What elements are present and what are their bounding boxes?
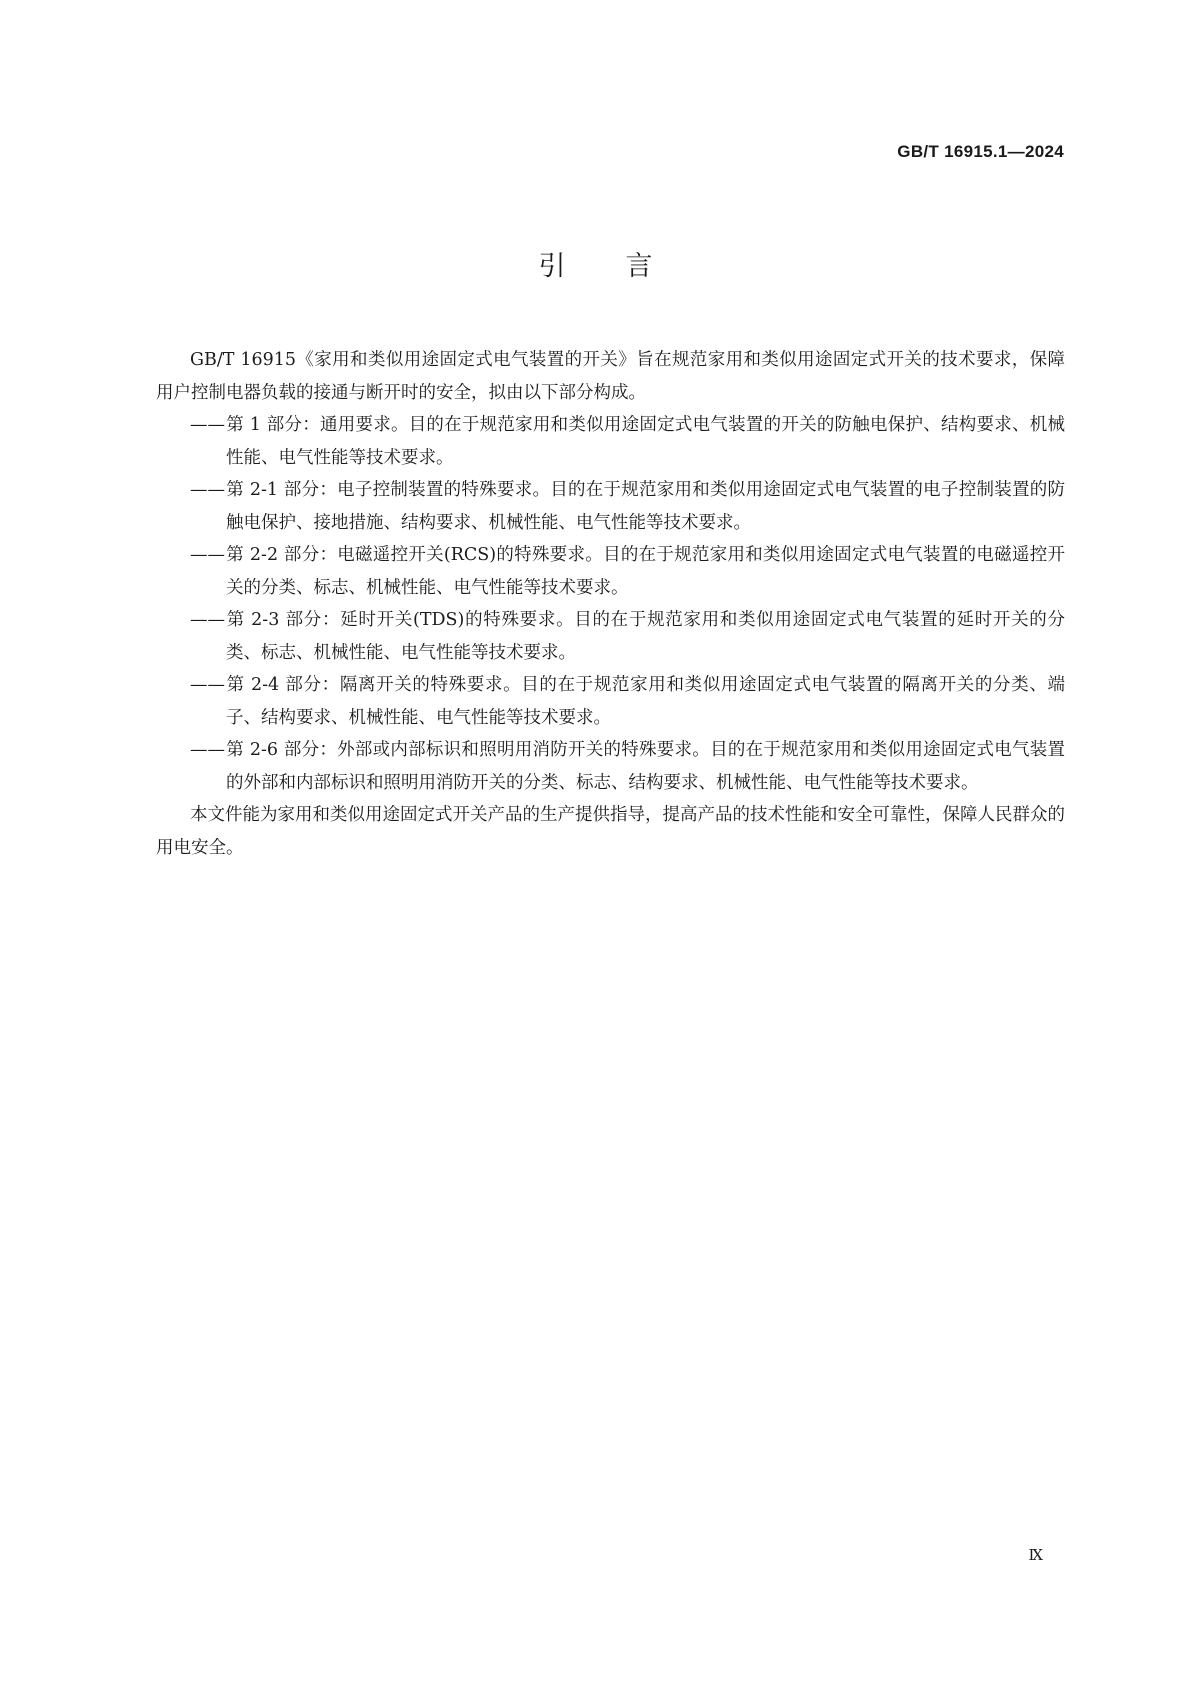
intro-paragraph: GB/T 16915《家用和类似用途固定式电气装置的开关》旨在规范家用和类似用途固定式开关的技术要求，保障用户控制电器负载的接通与断开时的安全，拟由以下部分构成。 — [156, 350, 1065, 403]
page-number: Ⅸ — [1028, 1546, 1043, 1564]
list-item — [156, 669, 1065, 734]
list-item — [156, 734, 1065, 799]
dash-marker: —— — [190, 480, 225, 500]
document-body — [156, 344, 1065, 864]
dash-marker: —— — [190, 545, 225, 565]
list-item-text: 第 2-2 部分：电磁遥控开关(RCS)的特殊要求。目的在于规范家用和类似用途固定式电气装置的电磁遥控开关的分类、标志、机械性能、电气性能等技术要求。 — [226, 545, 1065, 598]
dash-marker: —— — [190, 610, 225, 630]
list-item-text: 第 2-6 部分：外部或内部标识和照明用消防开关的特殊要求。目的在于规范家用和类似用途固定式电气装置的外部和内部标识和照明用消防开关的分类、标志、结构要求、机械性能、电气性能等技术要求。 — [226, 740, 1065, 793]
list-item — [156, 474, 1065, 539]
list-item — [156, 539, 1065, 604]
list-item-text: 第 2-4 部分：隔离开关的特殊要求。目的在于规范家用和类似用途固定式电气装置的隔离开关的分类、端子、结构要求、机械性能、电气性能等技术要求。 — [226, 675, 1065, 728]
dash-marker: —— — [190, 415, 225, 435]
standard-code: GB/T 16915.1—2024 — [897, 142, 1064, 161]
dash-marker: —— — [190, 675, 225, 695]
list-item — [156, 409, 1065, 474]
list-item-text: 第 1 部分：通用要求。目的在于规范家用和类似用途固定式电气装置的开关的防触电保护、结构要求、机械性能、电气性能等技术要求。 — [226, 415, 1065, 468]
closing-paragraph: 本文件能为家用和类似用途固定式开关产品的生产提供指导，提高产品的技术性能和安全可靠性，保障人民群众的用电安全。 — [156, 805, 1065, 858]
list-item — [156, 604, 1065, 669]
list-item-text: 第 2-1 部分：电子控制装置的特殊要求。目的在于规范家用和类似用途固定式电气装置的电子控制装置的防触电保护、接地措施、结构要求、机械性能、电气性能等技术要求。 — [226, 480, 1065, 533]
dash-marker: —— — [190, 740, 225, 760]
page-title: 引言 — [538, 251, 713, 282]
list-item-text: 第 2-3 部分：延时开关(TDS)的特殊要求。目的在于规范家用和类似用途固定式电气装置的延时开关的分类、标志、机械性能、电气性能等技术要求。 — [226, 610, 1065, 663]
